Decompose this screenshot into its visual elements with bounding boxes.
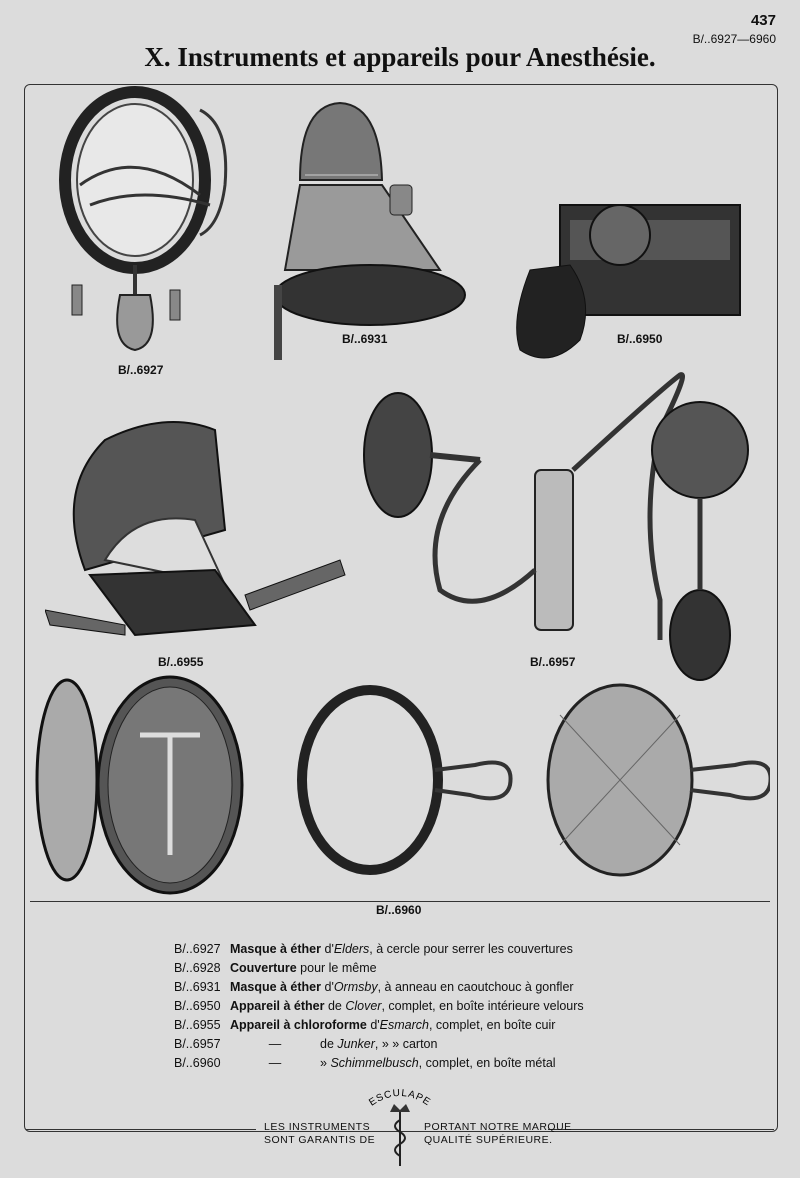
legend-italic: Esmarch xyxy=(379,1018,429,1032)
legend-code: B/..6950 xyxy=(174,999,221,1013)
figure-label-6927: B/..6927 xyxy=(118,363,164,377)
esmarch-apparatus-6955-illustration xyxy=(45,410,355,650)
footer-right-text xyxy=(424,1121,572,1147)
legend-code: B/..6931 xyxy=(174,980,221,994)
legend-name: Appareil à chloroforme xyxy=(230,1018,367,1032)
legend-row xyxy=(174,978,694,997)
footer-right-line-1: PORTANT NOTRE MARQUE xyxy=(424,1121,572,1133)
page-range: B/..6927—6960 xyxy=(692,32,776,46)
legend-dash: — xyxy=(268,1037,282,1051)
legend-row xyxy=(174,1054,694,1073)
ether-mask-6927-illustration xyxy=(50,85,240,365)
legend-code: B/..6927 xyxy=(174,942,221,956)
figure-label-6931: B/..6931 xyxy=(342,332,388,346)
legend-row xyxy=(174,1016,694,1035)
legend-post: , à anneau en caoutchouc à gonfler xyxy=(377,980,574,994)
legend-post: , » » carton xyxy=(374,1037,438,1051)
figure-label-6957: B/..6957 xyxy=(530,655,576,669)
legend-list xyxy=(174,940,694,1073)
figure-label-6960: B/..6960 xyxy=(376,903,422,917)
legend-code: B/..6960 xyxy=(174,1056,221,1070)
legend-post: , à cercle pour serrer les couvertures xyxy=(369,942,573,956)
legend-row xyxy=(174,940,694,959)
legend-italic: Schimmelbusch xyxy=(330,1056,419,1070)
schimmelbusch-set-6960-illustration xyxy=(30,675,770,900)
legend-row xyxy=(174,959,694,978)
legend-italic: Clover xyxy=(345,999,382,1013)
legend-pre: de xyxy=(324,999,346,1013)
legend-pre: d' xyxy=(321,980,334,994)
legend-code: B/..6955 xyxy=(174,1018,221,1032)
legend-pre: » xyxy=(320,1056,331,1070)
junker-apparatus-6957-illustration xyxy=(360,370,760,700)
legend-italic: Elders xyxy=(333,942,370,956)
legend-post: , complet, en boîte intérieure velours xyxy=(381,999,584,1013)
legend-name: Couverture xyxy=(230,961,297,975)
legend-row xyxy=(174,997,694,1016)
legend-post: , complet, en boîte cuir xyxy=(428,1018,556,1032)
legend-dash: — xyxy=(268,1056,282,1070)
footer-left-text xyxy=(264,1121,375,1147)
legend-pre: d' xyxy=(366,1018,380,1032)
page-number: 437 xyxy=(750,12,776,29)
legend-name: Masque à éther xyxy=(230,980,322,994)
ether-mask-6931-illustration xyxy=(270,95,470,365)
figure-label-6955: B/..6955 xyxy=(158,655,204,669)
footer-rule-right xyxy=(548,1129,774,1130)
svg-text:ESCULAPE xyxy=(367,1088,432,1109)
footer-left-line-1: LES INSTRUMENTS xyxy=(264,1121,371,1133)
logo-text: ESCULAPE xyxy=(367,1087,433,1109)
legend-italic: Junker xyxy=(337,1037,375,1051)
legend-pre: d' xyxy=(321,942,334,956)
legend-pre: de xyxy=(320,1037,338,1051)
legend-name: Masque à éther xyxy=(230,942,322,956)
legend-row xyxy=(174,1035,694,1054)
legend-code: B/..6957 xyxy=(174,1037,221,1051)
page-title: X. Instruments et appareils pour Anesthésie. xyxy=(144,42,656,72)
footer-right-line-2: QUALITÉ SUPÉRIEURE. xyxy=(424,1134,553,1146)
figure-label-6950: B/..6950 xyxy=(617,332,663,346)
legend-name: Appareil à éther xyxy=(230,999,325,1013)
legend-italic: Ormsby xyxy=(333,980,378,994)
legend-post: , complet, en boîte métal xyxy=(418,1056,556,1070)
footer-left-line-2: SONT GARANTIS DE xyxy=(264,1134,376,1146)
legend-pre: pour le même xyxy=(296,961,377,975)
figure-6960-rule xyxy=(30,901,770,902)
legend-code: B/..6928 xyxy=(174,961,221,975)
footer-rule-left xyxy=(26,1129,256,1130)
